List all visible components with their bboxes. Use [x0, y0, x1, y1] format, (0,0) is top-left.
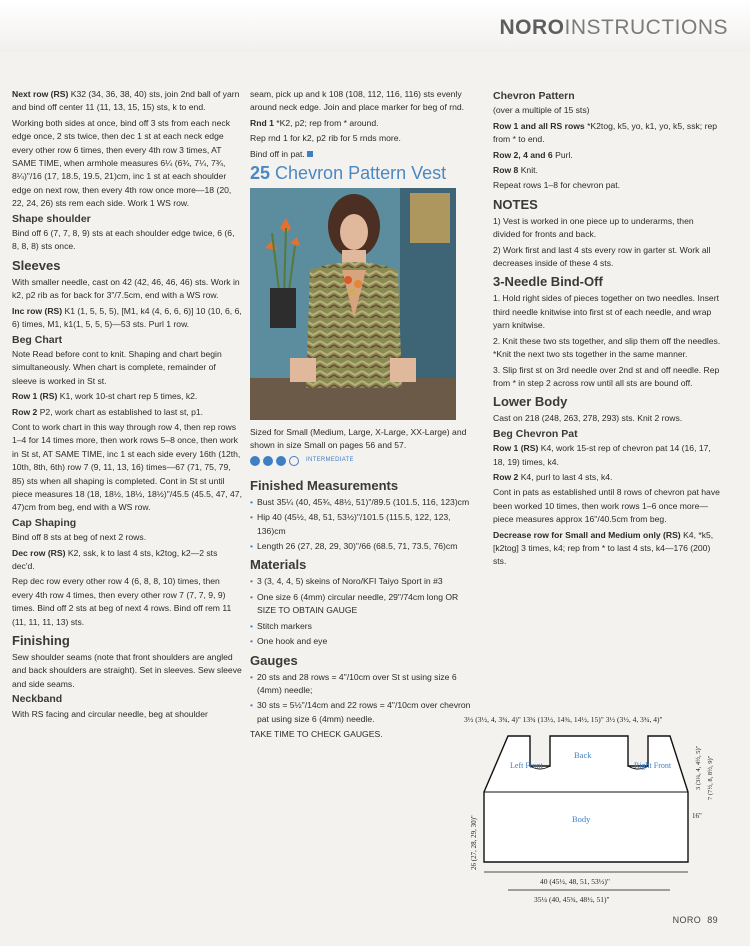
paragraph: Rep rnd 1 for k2, p2 rib for 5 rnds more.	[250, 133, 401, 144]
paragraph: Row 1 (RS) K4, work 15-st rep of chevron pat 14 (16, 17, 18, 19) times, k4.	[493, 443, 711, 467]
paragraph: Decrease row for Small and Medium only (RS) K4, *k5, [k2tog] 3 times, k4; rep from * to last 4 sts, k4—176 (200) sts.	[493, 529, 714, 567]
list-item: • Length 26 (27, 28, 29, 30)"/66 (68.5, 71, 73.5, 76)cm	[250, 540, 478, 553]
heading-materials: Materials	[250, 557, 307, 573]
column-2	[250, 88, 478, 744]
column-1	[12, 88, 242, 723]
paragraph: Bind off 8 sts at beg of next 2 rows.	[12, 532, 147, 543]
paragraph: Row 8 Knit.	[493, 165, 538, 176]
paragraph: Inc row (RS) K1 (1, 5, 5, 5), [M1, k4 (4, 6, 6, 6)] 10 (10, 6, 6, 6) times, M1, k1(1, 5, 5, 5)—53 sts. Purl 1 row.	[12, 305, 242, 330]
list-item: 2) Work first and last 4 sts every row in garter st. Work all decreases inside of these 4 sts.	[493, 244, 711, 269]
paragraph: Cont in pats as established until 8 rows of chevron pat have been worked 10 times, then work rows 1–6 once more—piece measures approx 16"/40.5cm from beg.	[493, 487, 720, 525]
heading-beg-chevron-pat: Beg Chevron Pat	[493, 427, 578, 440]
list-item: 1) Vest is worked in one piece up to underarms, then divided for fronts and back.	[493, 215, 694, 240]
paragraph: (over a multiple of 15 sts)	[493, 105, 590, 116]
heading-shape-shoulder: Shape shoulder	[12, 212, 91, 225]
dim-body-height: 16"	[692, 812, 702, 820]
label-right-front: Right Front	[634, 761, 672, 770]
footer-brand: NORO	[672, 915, 702, 925]
list-item: • One size 6 (4mm) circular needle, 29"/74cm long OR SIZE TO OBTAIN GAUGE	[250, 591, 478, 618]
page-footer	[667, 915, 718, 925]
skill-level-label: INTERMEDIATE	[306, 457, 354, 464]
list-item: • 20 sts and 28 rows = 4"/10cm over St st using size 6 (4mm) needle;	[250, 671, 478, 698]
list-item: 2. Knit these two sts together, and slip them off the needles. *Knit the next two sts together in the same manner.	[493, 335, 721, 360]
page-number: 89	[707, 915, 718, 925]
column-3	[493, 88, 723, 571]
paragraph: Row 2 K4, purl to last 4 sts, k4.	[493, 471, 613, 482]
paragraph: Cont to work chart in this way through row 4, then rep rows 1–4 for 14 times more, then work rows 5–8 once, then work in St st, AT SAME TIME, inc 1 st each side every 16th (12th, 10th, 8th, 6th) row 7 (9, 11, 13, 16) times—67 (71, 75, 79, 85) sts when all shaping is completed. Cont in St st until piece measures 18 (18, 18½, 18½, 18½)"/45.5 (45.5, 47, 47, 47)cm from beg, end with a WS row.	[12, 421, 242, 513]
paragraph: Working both sides at once, bind off 3 sts from each neck edge once, 2 sts twice, then dec 1 st at each neck edge every other row 6 times, then every 4th row 3 times, AT SAME TIME, when armhole measures 6¼ (6¾, 7¼, 7¾, 8¼)"/16 (17, 18.5, 19.5, 21)cm, inc 1 st at each shoulder edge on next row, then every 4th row once more—18 (20, 22, 24, 26) sts rem each side. Work 1 WS row.	[12, 117, 232, 209]
skill-dot-icon	[250, 456, 260, 466]
dim-length: 26 (27, 28, 29, 30)"	[470, 815, 478, 870]
heading-finished-measurements: Finished Measurements	[250, 477, 399, 493]
label-body: Body	[572, 814, 591, 824]
heading-beg-chart: Beg Chart	[12, 333, 63, 346]
list-item: • Stitch markers	[250, 620, 478, 633]
dim-hip: 40 (45½, 48, 51, 53½)"	[540, 877, 610, 886]
list-item: • 30 sts = 5½"/14cm and 22 rows = 4"/10cm over chevron pat using size 6 (4mm) needle.	[250, 699, 478, 726]
heading-finishing: Finishing	[12, 633, 70, 649]
skill-dot-icon	[289, 456, 299, 466]
paragraph: Row 2, 4 and 6 Purl.	[493, 149, 573, 160]
end-square-icon	[307, 151, 313, 157]
heading-sleeves: Sleeves	[12, 257, 61, 273]
skill-dot-icon	[263, 456, 273, 466]
paragraph: Dec row (RS) K2, ssk, k to last 4 sts, k2tog, k2—2 sts dec'd.	[12, 547, 218, 571]
paragraph: Row 2 P2, work chart as established to last st, p1.	[12, 406, 204, 417]
vest-photo-illustration	[250, 188, 456, 420]
paragraph: Bind off in pat.	[250, 148, 478, 161]
vest-schematic	[460, 710, 730, 905]
paragraph: Sew shoulder seams (note that front shoulders are angled and back shoulders are straight). Set in sleeves. Sew sleeve and side seams.	[12, 652, 242, 689]
heading-cap-shaping: Cap Shaping	[12, 516, 77, 529]
paragraph: With RS facing and circular needle, beg at shoulder	[12, 708, 208, 719]
heading-chevron-pattern: Chevron Pattern	[493, 90, 575, 102]
list-item: • Hip 40 (45½, 48, 51, 53½)"/101.5 (115.5, 122, 123, 136)cm	[250, 511, 478, 538]
paragraph: seam, pick up and k 108 (108, 112, 116, 116) sts evenly around neck edge. Join and place marker for beg of rnd.	[250, 89, 465, 113]
heading-lower-body: Lower Body	[493, 394, 568, 410]
heading-gauges: Gauges	[250, 652, 298, 668]
paragraph: Next row (RS) K32 (34, 36, 38, 40) sts, join 2nd ball of yarn and bind off center 11 (11, 13, 15, 15) sts, k to end.	[12, 89, 240, 113]
paragraph: With smaller needle, cast on 42 (42, 46, 46, 46) sts. Work in k2, p2 rib as for back for 3"/7.5cm, end with a WS row.	[12, 276, 240, 301]
label-left-front: Left Front	[510, 761, 543, 770]
vest-photo	[250, 188, 456, 420]
skill-dot-icon	[276, 456, 286, 466]
heading-neckband: Neckband	[12, 693, 63, 706]
paragraph: TAKE TIME TO CHECK GAUGES.	[250, 729, 383, 740]
paragraph: Note Read before cont to knit. Shaping and chart begin simultaneously. When chart is complete, remainder of sleeve is worked in St st.	[12, 348, 222, 386]
heading-notes: NOTES	[493, 196, 538, 212]
photo-caption: Sized for Small (Medium, Large, X-Large, XX-Large) and shown in size Small on pages 56 and 57.	[250, 427, 467, 451]
paragraph: Row 1 and all RS rows *K2tog, k5, yo, k1, yo, k5, ssk; rep from * to end.	[493, 120, 717, 145]
list-item: 1. Hold right sides of pieces together on two needles. Insert third needle knitwise into first st of each needle, and wrap yarn knitwise.	[493, 293, 719, 331]
paragraph: Bind off 6 (7, 7, 8, 9) sts at each shoulder edge twice, 6 (6, 8, 8, 8) sts once.	[12, 228, 235, 252]
paragraph: Repeat rows 1–8 for chevron pat.	[493, 180, 621, 191]
brand-title: NOROINSTRUCTIONS	[499, 16, 728, 39]
schematic-top-dims: 3½ (3½, 4, 3¾, 4)" 13¾ (13½, 14¾, 14½, 15)" 3½ (3½, 4, 3¾, 4)"	[464, 715, 663, 724]
list-item: • 3 (3, 4, 4, 5) skeins of Noro/KFI Taiyo Sport in #3	[250, 575, 478, 588]
paragraph: Rnd 1 *K2, p2; rep from * around.	[250, 117, 379, 128]
paragraph: Rep dec row every other row 4 (6, 8, 8, 10) times, then every 4th row 4 times, then every other row 7 (7, 7, 9, 9) times. Bind off 2 sts at beg of next 4 rows. Bind off rem 11 (11, 11, 11, 13) sts.	[12, 576, 232, 627]
dim-armhole: 3 (3¼, 4, 4½, 5)"	[695, 745, 702, 790]
paragraph: Row 1 (RS) K1, work 10-st chart rep 5 times, k2.	[12, 391, 198, 402]
list-item: • One hook and eye	[250, 635, 478, 648]
dim-bust: 35¼ (40, 45¾, 48½, 51)"	[534, 895, 610, 904]
label-back: Back	[574, 750, 592, 760]
skill-level	[250, 454, 478, 467]
paragraph: Cast on 218 (248, 263, 278, 293) sts. Knit 2 rows.	[493, 413, 683, 424]
header-bar	[0, 0, 750, 52]
list-item: • Bust 35¼ (40, 45¾, 48½, 51)"/89.5 (101.5, 116, 123)cm	[250, 496, 478, 509]
dim-armhole-total: 7 (7½, 8, 8½, 9)"	[707, 755, 714, 800]
pattern-title: 25 Chevron Pattern Vest	[250, 163, 447, 184]
list-item: 3. Slip first st on 3rd needle over 2nd st and off needle. Rep from * in step 2 across row until all sts are bound off.	[493, 364, 720, 388]
heading-3-needle-bind-off: 3-Needle Bind-Off	[493, 274, 603, 290]
